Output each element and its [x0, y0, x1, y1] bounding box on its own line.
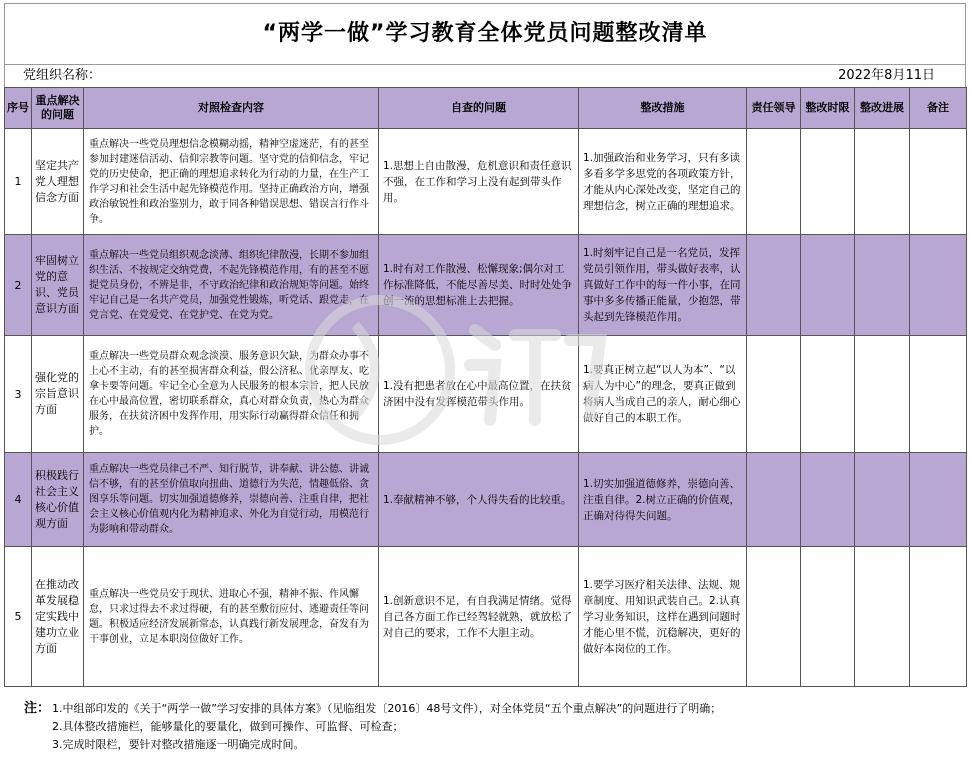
row-problem: 1.奉献精神不够，个人得失看的比较重。 — [379, 453, 579, 547]
row-progress[interactable] — [855, 235, 910, 336]
table-row — [5, 547, 967, 687]
checklist-sheet — [4, 3, 966, 687]
header-progress: 整改进展 — [855, 88, 910, 129]
header-leader: 责任领导 — [747, 88, 801, 129]
row-measure: 1.切实加强道德修养，崇德向善、注重自律。2.树立正确的价值观，正确对待得失问题。 — [579, 453, 747, 547]
row-content: 重点解决一些党员理想信念模糊动摇，精神空虚迷茫，有的甚至参加封建迷信活动、信仰宗教等问题。坚守党的信仰信念，牢记党的历史使命，把正确的理想追求转化为行动的力量，在生产工作学习和社会生活中起先锋模范作用。坚持正确政治方向，增强政治敏锐性和政治鉴别力，敢于同各种错误思想、错误言行作斗争。 — [84, 129, 379, 235]
row-remark[interactable] — [910, 453, 967, 547]
rectification-table — [4, 87, 967, 687]
row-leader[interactable] — [747, 129, 801, 235]
table-row — [5, 235, 967, 336]
row-leader[interactable] — [747, 453, 801, 547]
table-header-row — [5, 88, 967, 129]
row-deadline[interactable] — [801, 235, 855, 336]
row-focus: 强化党的宗旨意识方面 — [32, 336, 84, 453]
row-measure: 1.时刻牢记自己是一名党员，发挥党员引领作用，带头做好表率，认真做好工作中的每一件小事，在同事中多多传播正能量，少抱怨，带头起到先锋模范作用。 — [579, 235, 747, 336]
row-progress[interactable] — [855, 547, 910, 687]
header-remark: 备注 — [910, 88, 967, 129]
row-leader[interactable] — [747, 547, 801, 687]
row-focus: 积极践行社会主义核心价值观方面 — [32, 453, 84, 547]
row-leader[interactable] — [747, 336, 801, 453]
row-problem: 1.思想上自由散漫，危机意识和责任意识不强，在工作和学习上没有起到带头作用。 — [379, 129, 579, 235]
header-no: 序号 — [5, 88, 32, 129]
header-content: 对照检查内容 — [84, 88, 379, 129]
row-no: 3 — [5, 336, 32, 453]
row-problem: 1.时有对工作散漫、松懈现象;偶尔对工作标准降低，不能尽善尽美、时时处处争创一流的思想标准上去把握。 — [379, 235, 579, 336]
header-problem: 自查的问题 — [379, 88, 579, 129]
row-deadline[interactable] — [801, 336, 855, 453]
row-problem: 1.没有把患者放在心中最高位置，在扶贫济困中没有发挥模范带头作用。 — [379, 336, 579, 453]
row-no: 2 — [5, 235, 32, 336]
row-remark[interactable] — [910, 547, 967, 687]
row-remark[interactable] — [910, 336, 967, 453]
header-focus: 重点解决的问题 — [32, 88, 84, 129]
document-date: 2022年8月11日 — [838, 68, 935, 83]
table-row — [5, 453, 967, 547]
table-row — [5, 336, 967, 453]
row-content: 重点解决一些党员安于现状、进取心不强，精神不振、作风懈怠，只求过得去不求过得硬，有的甚至敷衍应付、逃避责任等问题。积极适应经济发展新常态，认真践行新发展理念，奋发有为干事创业，立足本职岗位做好工作。 — [84, 547, 379, 687]
table-row — [5, 129, 967, 235]
row-progress[interactable] — [855, 453, 910, 547]
row-measure: 1.加强政治和业务学习，只有多读多看多学多思党的各项政策方针，才能从内心深处改变，坚定自己的理想信念，树立正确的理想追求。 — [579, 129, 747, 235]
row-focus: 在推动改革发展稳定实践中建功立业方面 — [32, 547, 84, 687]
row-focus: 牢固树立党的意识、党员意识方面 — [32, 235, 84, 336]
row-progress[interactable] — [855, 129, 910, 235]
row-measure: 1.要真正树立起“以人为本”、“以病人为中心”的理念，要真正做到将病人当成自己的亲人，耐心细心做好自己的本职工作。 — [579, 336, 747, 453]
row-no: 4 — [5, 453, 32, 547]
row-content: 重点解决一些党员组织观念淡薄、组织纪律散漫，长期不参加组织生活、不按规定交纳党费，不起先锋模范作用，有的甚至不愿提党员身份，不辨是非，不守政治纪律和政治规矩等问题。始终牢记自己是一名共产党员，加强党性锻炼，听党话、跟党走，在党言党、在党爱党、在党护党、在党为党。 — [84, 235, 379, 336]
row-remark[interactable] — [910, 129, 967, 235]
header-measure: 整改措施 — [579, 88, 747, 129]
meta-row — [4, 64, 966, 87]
row-progress[interactable] — [855, 336, 910, 453]
page-title: “两学一做”学习教育全体党员问题整改清单 — [4, 3, 966, 64]
note-line: 1.中组部印发的《关于“两学一做”学习安排的具体方案》（见临组发〔2016〕48号文件），对全体党员“五个重点解决”的问题进行了明确； — [52, 702, 722, 715]
row-content: 重点解决一些党员群众观念淡漠、服务意识欠缺，为群众办事不上心不主动，有的甚至损害群众利益，假公济私、优亲厚友、吃拿卡要等问题。牢记全心全意为人民服务的根本宗旨，把人民放在心中最高位置，密切联系群众，真心对群众负责，热心为群众服务，在扶贫济困中发挥作用，用实际行动赢得群众信任和拥护。 — [84, 336, 379, 453]
row-leader[interactable] — [747, 235, 801, 336]
notes-label: 注： — [24, 701, 51, 716]
header-deadline: 整改时限 — [801, 88, 855, 129]
row-deadline[interactable] — [801, 453, 855, 547]
note-line: 2.具体整改措施栏，能够量化的要量化，做到可操作、可监督、可检查； — [52, 720, 404, 733]
row-measure: 1.要学习医疗相关法律、法规、规章制度、用知识武装自己。2.认真学习业务知识，这样在遇到问题时才能心里不慌，沉稳解决，更好的做好本岗位的工作。 — [579, 547, 747, 687]
row-content: 重点解决一些党员律己不严、知行脱节，讲奉献、讲公德、讲诚信不够，有的甚至价值取向扭曲、道德行为失范，情趣低俗、贪图享乐等问题。切实加强道德修养，崇德向善、注重自律，把社会主义核心价值观内化为精神追求、外化为自觉行动，用模范行为影响和带动群众。 — [84, 453, 379, 547]
row-problem: 1.创新意识不足，有自我满足情绪。觉得自己各方面工作已经驾轻就熟，就放松了对自己的要求，工作不大胆主动。 — [379, 547, 579, 687]
row-focus: 坚定共产党人理想信念方面 — [32, 129, 84, 235]
row-remark[interactable] — [910, 235, 967, 336]
org-name-label: 党组织名称： — [23, 68, 102, 83]
row-deadline[interactable] — [801, 129, 855, 235]
note-line: 3.完成时限栏，要针对整改措施逐一明确完成时间。 — [52, 738, 305, 751]
row-no: 5 — [5, 547, 32, 687]
row-no: 1 — [5, 129, 32, 235]
notes-section — [24, 700, 721, 754]
row-deadline[interactable] — [801, 547, 855, 687]
